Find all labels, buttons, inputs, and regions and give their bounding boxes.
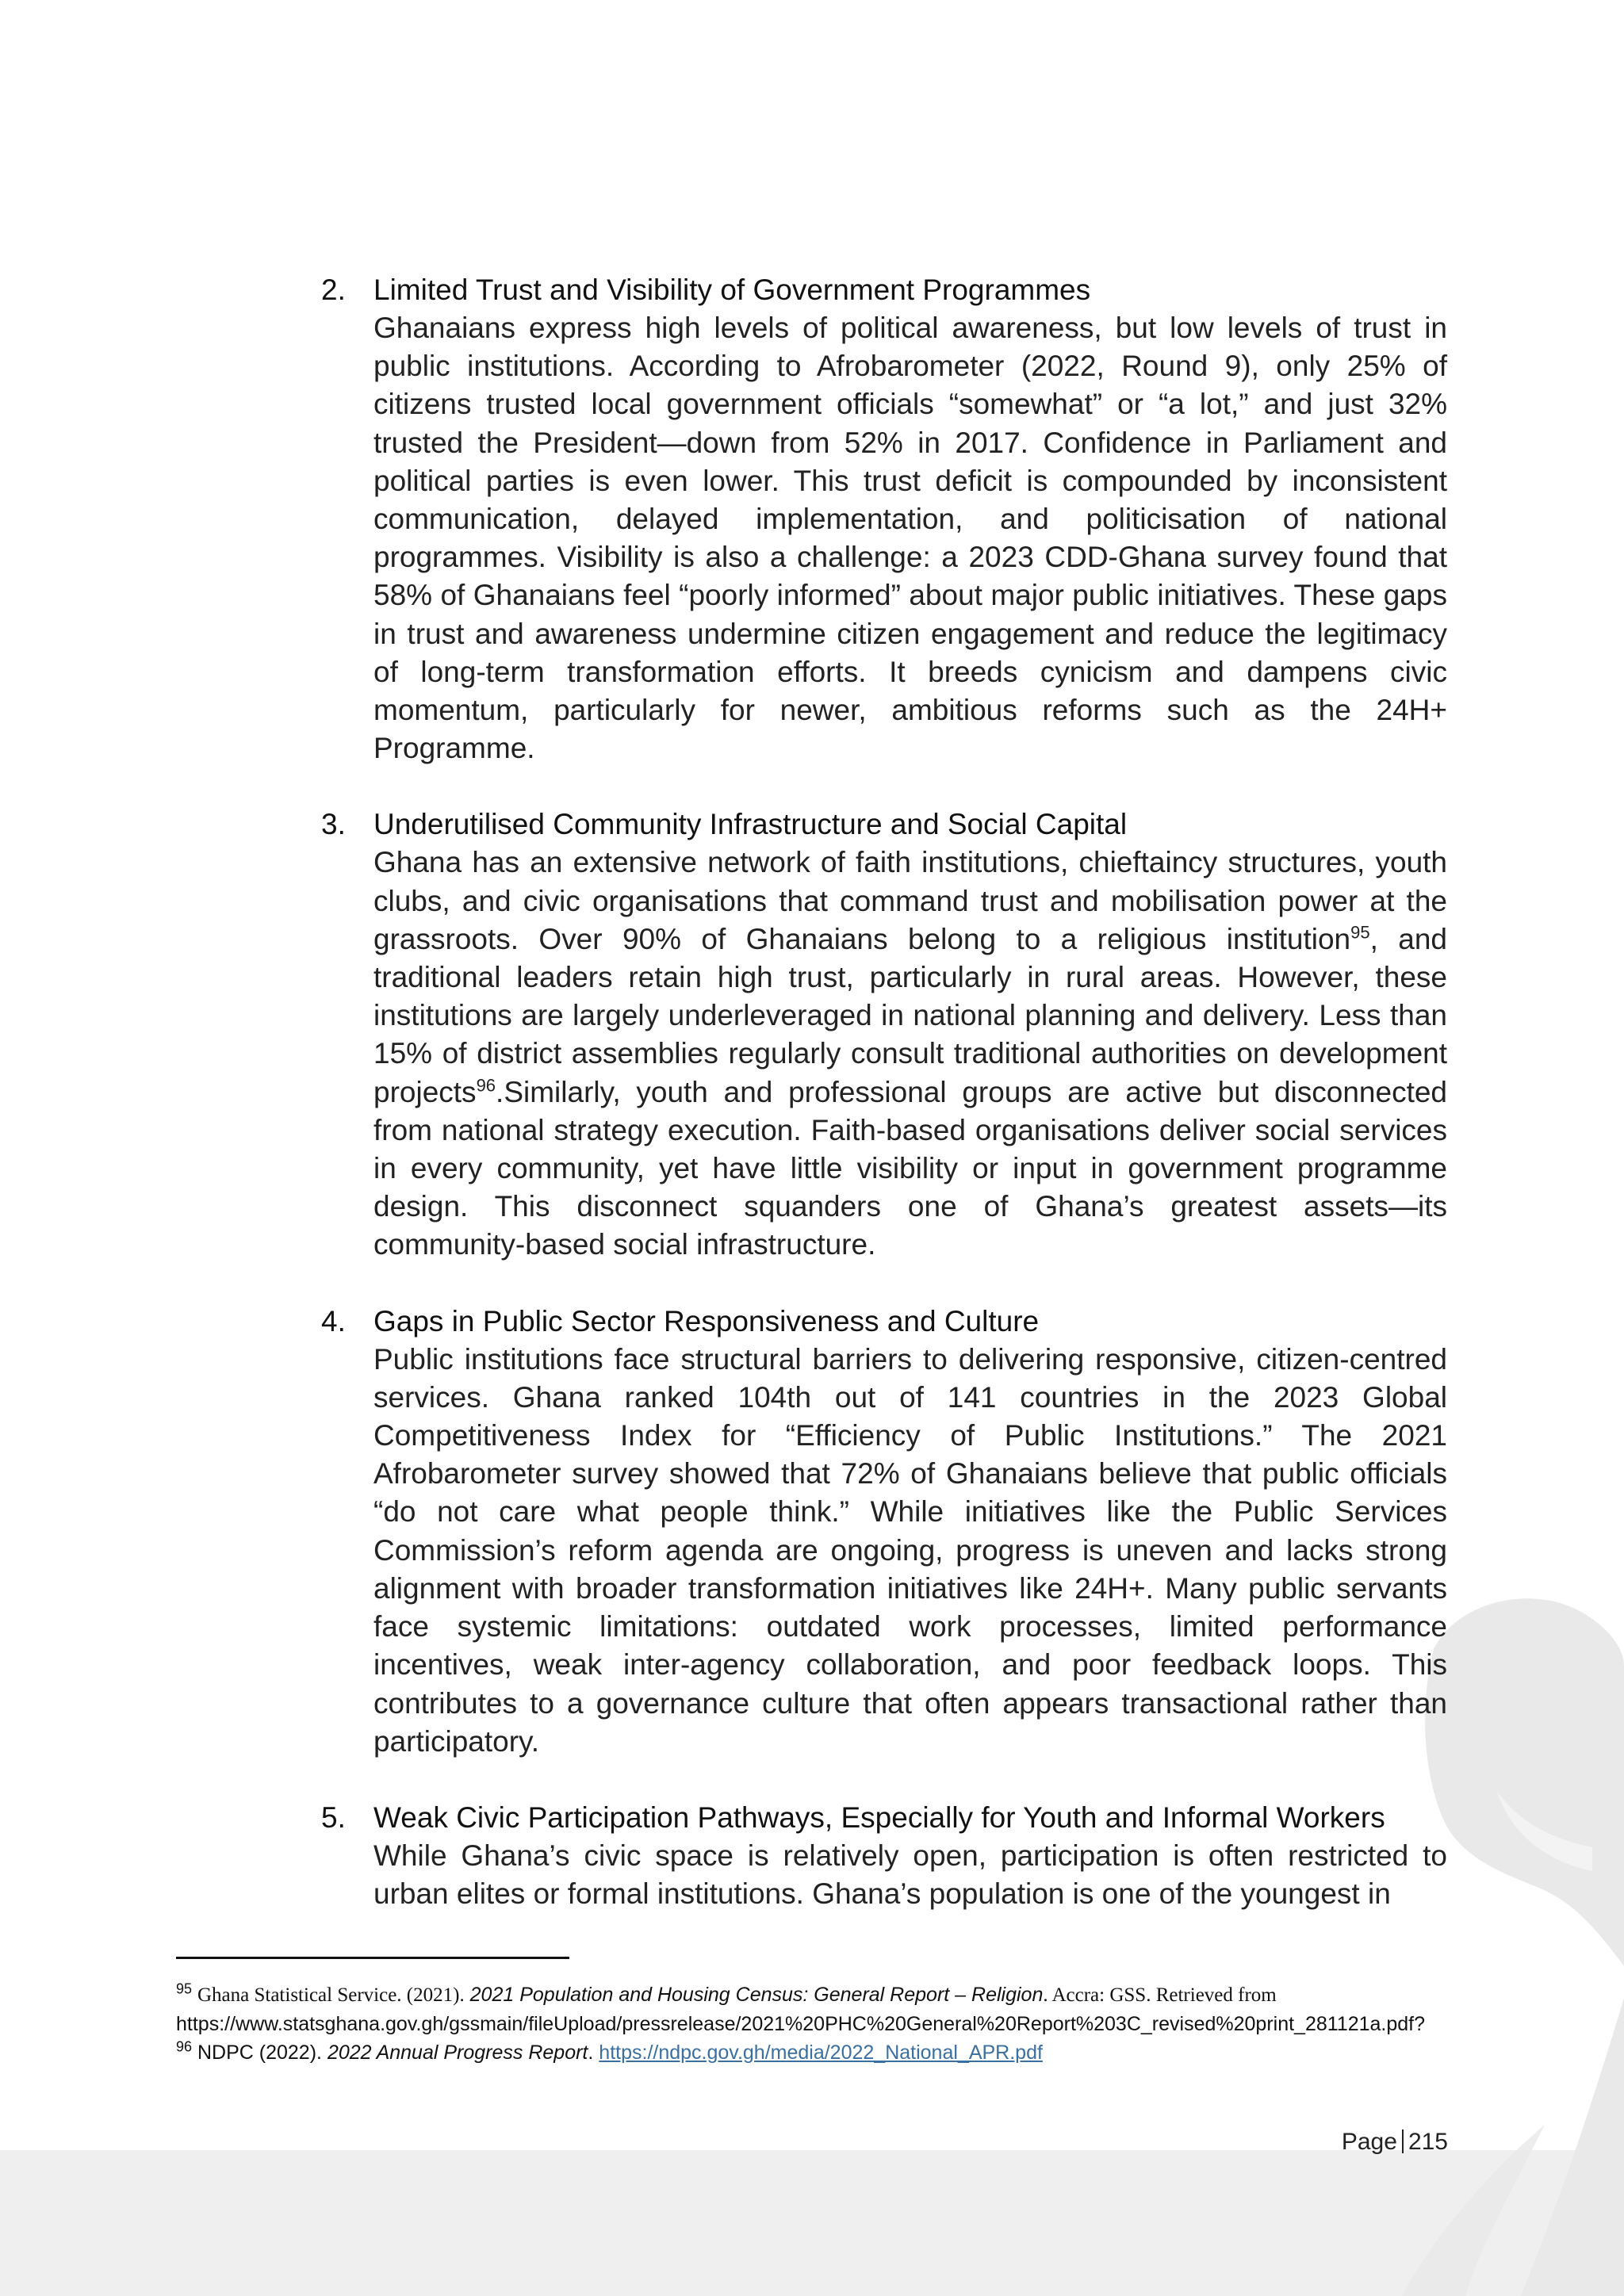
- list-item: [321, 271, 1447, 767]
- main-content: [321, 271, 1447, 1951]
- footnote-title: 2021 Population and Housing Census: General Report – Religion: [469, 1984, 1044, 2006]
- item-title: Underutilised Community Infrastructure and Social Capital: [373, 808, 1128, 841]
- list-item: [321, 806, 1447, 1264]
- page-value: 215: [1408, 2129, 1448, 2155]
- footnote-author: NDPC (2022).: [197, 2042, 322, 2064]
- item-title: Gaps in Public Sector Responsiveness and Culture: [373, 1304, 1040, 1337]
- footnote-marker: 95: [176, 1980, 193, 1997]
- item-number: 5.: [321, 1800, 346, 1834]
- item-body-part: , and traditional leaders retain high trust, particularly in rural areas. However, these institutions are largely underleveraged in national planning and delivery. Less than 15% of district assemblies regularly consult traditional authorities on development projects: [373, 922, 1448, 1108]
- item-body: [373, 844, 1447, 1264]
- item-body-part: .Similarly, youth and professional groups are active but disconnected from national strategy execution. Faith-based organisations deliver social services in every community, yet have little visibility or input in government programme design. This disconnect squanders one of Ghana’s greatest assets—its community-based social infrastructure.: [373, 1075, 1447, 1261]
- footnote-ref[interactable]: 95: [1350, 922, 1370, 943]
- item-number: 2.: [321, 274, 346, 306]
- list-item: [321, 1799, 1447, 1913]
- page-number: [1342, 2126, 1448, 2158]
- footnote-divider: [176, 1957, 569, 1959]
- footnote-publisher: . Accra: GSS. Retrieved from: [1043, 1984, 1277, 2006]
- item-title: Weak Civic Participation Pathways, Especially for Youth and Informal Workers: [373, 1800, 1385, 1834]
- item-title: Limited Trust and Visibility of Government Programmes: [373, 274, 1091, 306]
- footnote-title: 2022 Annual Progress Report: [327, 2042, 588, 2064]
- item-body: While Ghana’s civic space is relatively open, participation is often restricted to urban elites or formal institutions. Ghana’s population is one of the youngest in: [373, 1839, 1447, 1911]
- footnote-author: Ghana Statistical Service. (2021).: [197, 1984, 465, 2006]
- page-label: Page: [1341, 2129, 1397, 2155]
- footnote-link[interactable]: https://ndpc.gov.gh/media/2022_National_APR.pdf: [599, 2042, 1043, 2064]
- list-item: [321, 1303, 1447, 1761]
- item-body-part: Ghana has an extensive network of faith institutions, chieftaincy structures, youth clubs, and civic organisations that command trust and mobilisation power at the grassroots. Over 90% of Ghanaians belong to a religious institution: [373, 846, 1447, 955]
- item-body: Ghanaians express high levels of political awareness, but low levels of trust in public institutions. According to Afrobarometer (2022, Round 9), only 25% of citizens trusted local government officials “somewhat” or “a lot,” and just 32% trusted the President—down from 52% in 2017. Confidence in Parliament and political parties is even lower. This trust deficit is compounded by inconsistent communication, delayed implementation, and politicisation of national programmes. Visibility is also a challenge: a 2023 CDD-Ghana survey found that 58% of Ghanaians feel “poorly informed” about major public initiatives. These gaps in trust and awareness undermine citizen engagement and reduce the legitimacy of long-term transformation efforts. It breeds cynicism and dampens civic momentum, particularly for newer, ambitious reforms such as the 24H+ Programme.: [373, 312, 1447, 765]
- page-separator: [1402, 2130, 1404, 2153]
- item-number: 4.: [321, 1304, 346, 1337]
- footnotes: [176, 1980, 1448, 2067]
- footnote-ref[interactable]: 96: [476, 1075, 496, 1096]
- item-body: Public institutions face structural barriers to delivering responsive, citizen-centred services. Ghana ranked 104th out of 141 countries in the 2023 Global Competitiveness Index for “Efficiency of Public Institutions.” The 2021 Afrobarometer survey showed that 72% of Ghanaians believe that public officials “do not care what people think.” While initiatives like the Public Services Commission’s reform agenda are ongoing, progress is uneven and lacks strong alignment with broader transformation initiatives like 24H+. Many public servants face systemic limitations: outdated work processes, limited performance incentives, weak inter-agency collaboration, and poor feedback loops. This contributes to a governance culture that often appears transactional rather than participatory.: [373, 1342, 1447, 1758]
- footnote-url[interactable]: https://www.statsghana.gov.gh/gssmain/fileUpload/pressrelease/2021%20PHC%20General%20Report%203C_revised%20print_281121a.pdf?: [176, 2013, 1426, 2035]
- footnote-separator: .: [588, 2042, 594, 2064]
- item-number: 3.: [321, 808, 346, 841]
- footnote-marker: 96: [176, 2038, 193, 2055]
- footnote-96: [176, 2038, 1448, 2067]
- footnote-95: [176, 1980, 1448, 2038]
